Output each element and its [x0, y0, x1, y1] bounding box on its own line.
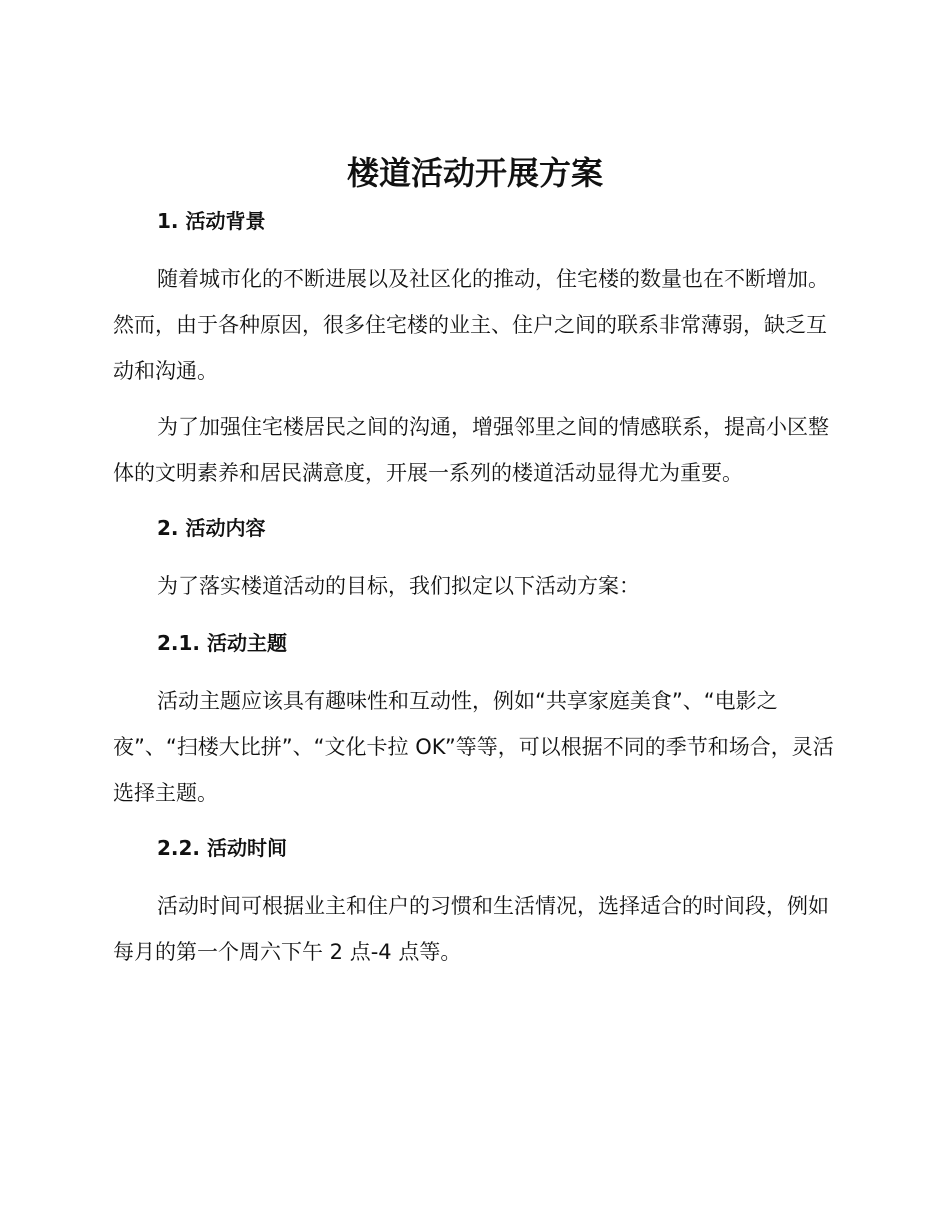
- paragraph-time: 活动时间可根据业主和住户的习惯和生活情况，选择适合的时间段，例如每月的第一个周六下午 2 点-4 点等。: [113, 894, 829, 964]
- section-heading-theme: 2.1. 活动主题: [157, 631, 287, 655]
- paragraph-content-intro: 为了落实楼道活动的目标，我们拟定以下活动方案：: [157, 574, 640, 598]
- document-title: 楼道活动开展方案: [346, 154, 603, 192]
- section-heading-background: 1. 活动背景: [157, 209, 266, 233]
- section-heading-content: 2. 活动内容: [157, 516, 266, 540]
- paragraph-background-1: 随着城市化的不断进展以及社区化的推动，住宅楼的数量也在不断增加。然而，由于各种原因，很多住宅楼的业主、住户之间的联系非常薄弱，缺乏互动和沟通。: [113, 267, 829, 383]
- section-heading-time: 2.2. 活动时间: [157, 836, 287, 860]
- paragraph-background-2: 为了加强住宅楼居民之间的沟通，增强邻里之间的情感联系，提高小区整体的文明素养和居民满意度，开展一系列的楼道活动显得尤为重要。: [113, 415, 829, 485]
- paragraph-theme: 活动主题应该具有趣味性和互动性，例如“共享家庭美食”、“电影之夜”、“扫楼大比拼”、“文化卡拉 OK”等等，可以根据不同的季节和场合，灵活选择主题。: [113, 689, 834, 805]
